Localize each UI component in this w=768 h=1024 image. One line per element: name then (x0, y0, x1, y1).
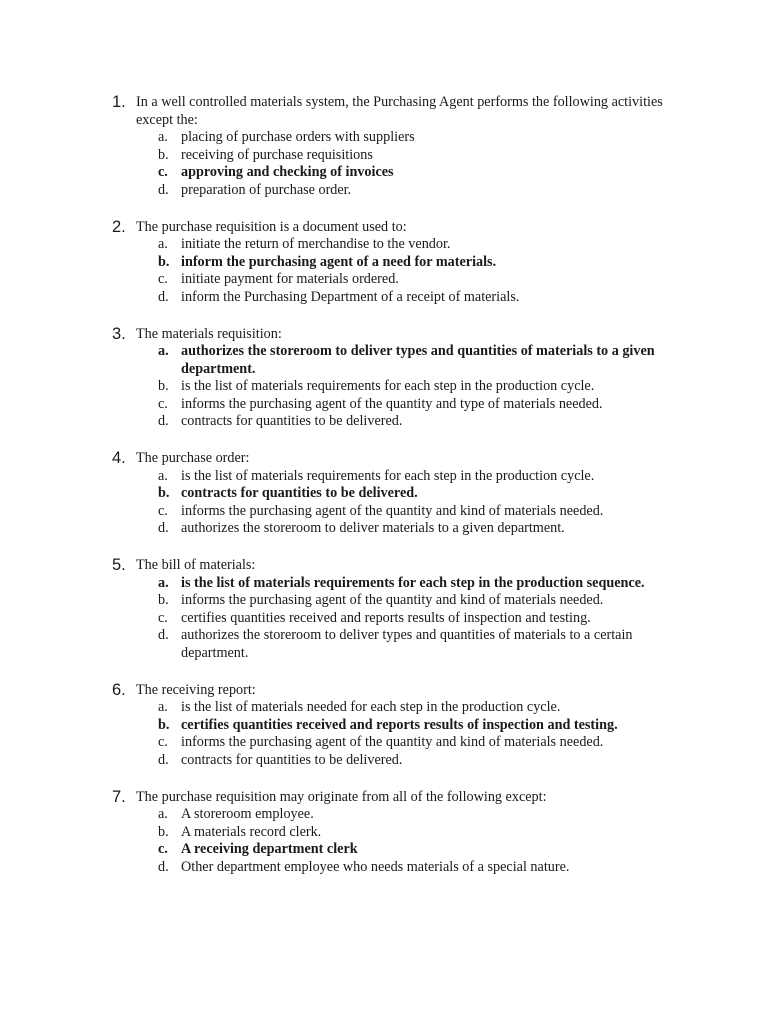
answer-option-correct (158, 841, 681, 859)
question-number: 1. (112, 93, 126, 111)
option-letter: d. (158, 181, 169, 198)
answer-option (158, 413, 681, 431)
option-text: contracts for quantities to be delivered. (181, 485, 418, 501)
option-letter: b. (158, 716, 170, 733)
option-text: receiving of purchase requisitions (181, 146, 373, 163)
question-number: 7. (112, 787, 126, 806)
option-letter: d. (158, 751, 169, 768)
option-text: informs the purchasing agent of the quantity and kind of materials needed. (181, 734, 604, 750)
question-text: The bill of materials: (136, 557, 256, 573)
answer-option (158, 288, 681, 307)
answer-option-correct (158, 716, 681, 735)
option-letter: c. (158, 271, 168, 287)
question-item (0, 94, 768, 199)
answer-option (158, 806, 681, 824)
option-letter: c. (158, 734, 168, 750)
option-letter: c. (158, 609, 168, 626)
option-letter: b. (158, 592, 169, 608)
option-letter: d. (158, 627, 169, 643)
option-letter: c. (158, 841, 168, 857)
answer-option (158, 129, 681, 147)
option-letter: d. (158, 858, 169, 875)
option-letter: a. (158, 467, 168, 484)
question-text: The purchase order: (136, 450, 250, 466)
question-item (0, 450, 768, 538)
option-letter: b. (158, 823, 169, 840)
option-text: is the list of materials requirements for each step in the production sequence. (181, 574, 645, 591)
question-item (0, 326, 768, 431)
question-item (0, 682, 768, 770)
question-text: In a well controlled materials system, the Purchasing Agent performs the following activities except the: (136, 94, 663, 128)
option-text: initiate the return of merchandise to the vendor. (181, 236, 451, 252)
question-number: 6. (112, 680, 126, 699)
option-text: contracts for quantities to be delivered. (181, 413, 403, 429)
question-item (0, 219, 768, 307)
question-text: The purchase requisition may originate from all of the following except: (136, 788, 547, 805)
answer-option (158, 520, 681, 538)
answer-option (158, 823, 681, 842)
option-letter: a. (158, 574, 169, 591)
answer-option-correct (158, 253, 681, 272)
option-letter: a. (158, 129, 168, 145)
answer-options (0, 343, 768, 431)
answer-option (158, 609, 681, 628)
option-text: initiate payment for materials ordered. (181, 271, 399, 287)
answer-options (0, 129, 768, 199)
option-text: informs the purchasing agent of the quantity and type of materials needed. (181, 395, 603, 412)
option-text: inform the purchasing agent of a need for materials. (181, 253, 497, 270)
option-text: authorizes the storeroom to deliver types and quantities of materials to a given department. (181, 343, 655, 377)
option-letter: d. (158, 288, 169, 305)
option-text: Other department employee who needs materials of a special nature. (181, 858, 570, 875)
answer-option-correct (158, 164, 681, 182)
answer-option (158, 627, 681, 662)
option-text: contracts for quantities to be delivered. (181, 751, 403, 768)
answer-option-correct (158, 343, 681, 378)
answer-option (158, 699, 681, 717)
answer-option (158, 146, 681, 165)
option-letter: a. (158, 236, 168, 252)
answer-option (158, 395, 681, 414)
option-text: certifies quantities received and reports results of inspection and testing. (181, 716, 618, 733)
answer-option (158, 751, 681, 770)
option-text: inform the Purchasing Department of a receipt of materials. (181, 288, 520, 305)
option-letter: a. (158, 343, 169, 359)
option-text: is the list of materials requirements for each step in the production cycle. (181, 378, 595, 394)
question-number: 4. (112, 449, 126, 467)
question-list (0, 94, 768, 876)
question-number: 2. (112, 217, 126, 236)
option-text: authorizes the storeroom to deliver materials to a given department. (181, 520, 565, 536)
option-letter: c. (158, 395, 168, 412)
option-text: is the list of materials requirements for each step in the production cycle. (181, 467, 595, 484)
answer-option (158, 378, 681, 396)
answer-option (158, 592, 681, 610)
question-number: 3. (112, 324, 126, 343)
option-text: is the list of materials needed for each step in the production cycle. (181, 699, 561, 715)
option-letter: b. (158, 485, 170, 501)
option-text: placing of purchase orders with suppliers (181, 129, 415, 145)
option-text: informs the purchasing agent of the quantity and kind of materials needed. (181, 592, 604, 608)
answer-option (158, 858, 681, 877)
option-text: A receiving department clerk (181, 841, 358, 857)
option-letter: b. (158, 146, 169, 163)
answer-option-correct (158, 574, 681, 593)
answer-option (158, 467, 681, 486)
option-text: informs the purchasing agent of the quantity and kind of materials needed. (181, 502, 604, 519)
option-text: A storeroom employee. (181, 806, 314, 822)
answer-option-correct (158, 485, 681, 503)
option-text: preparation of purchase order. (181, 181, 352, 198)
option-letter: b. (158, 378, 169, 394)
answer-options (0, 806, 768, 876)
quiz-page (0, 94, 768, 896)
answer-options (0, 575, 768, 663)
answer-option (158, 734, 681, 752)
answer-option (158, 236, 681, 254)
option-letter: a. (158, 806, 168, 822)
option-letter: a. (158, 699, 168, 715)
question-text: The receiving report: (136, 681, 256, 698)
option-letter: d. (158, 520, 169, 536)
option-letter: c. (158, 502, 168, 519)
option-letter: c. (158, 164, 168, 180)
option-letter: b. (158, 253, 170, 270)
answer-options (0, 468, 768, 538)
question-item (0, 789, 768, 877)
answer-option (158, 271, 681, 289)
answer-options (0, 236, 768, 306)
answer-options (0, 699, 768, 769)
question-text: The purchase requisition is a document used to: (136, 218, 407, 235)
option-text: approving and checking of invoices (181, 164, 394, 180)
answer-option (158, 181, 681, 200)
answer-option (158, 502, 681, 521)
option-text: certifies quantities received and reports results of inspection and testing. (181, 609, 591, 626)
question-text: The materials requisition: (136, 325, 282, 342)
question-item (0, 557, 768, 662)
option-text: A materials record clerk. (181, 823, 322, 840)
option-letter: d. (158, 413, 169, 429)
option-text: authorizes the storeroom to deliver types and quantities of materials to a certain department. (181, 627, 633, 661)
question-number: 5. (112, 556, 126, 574)
